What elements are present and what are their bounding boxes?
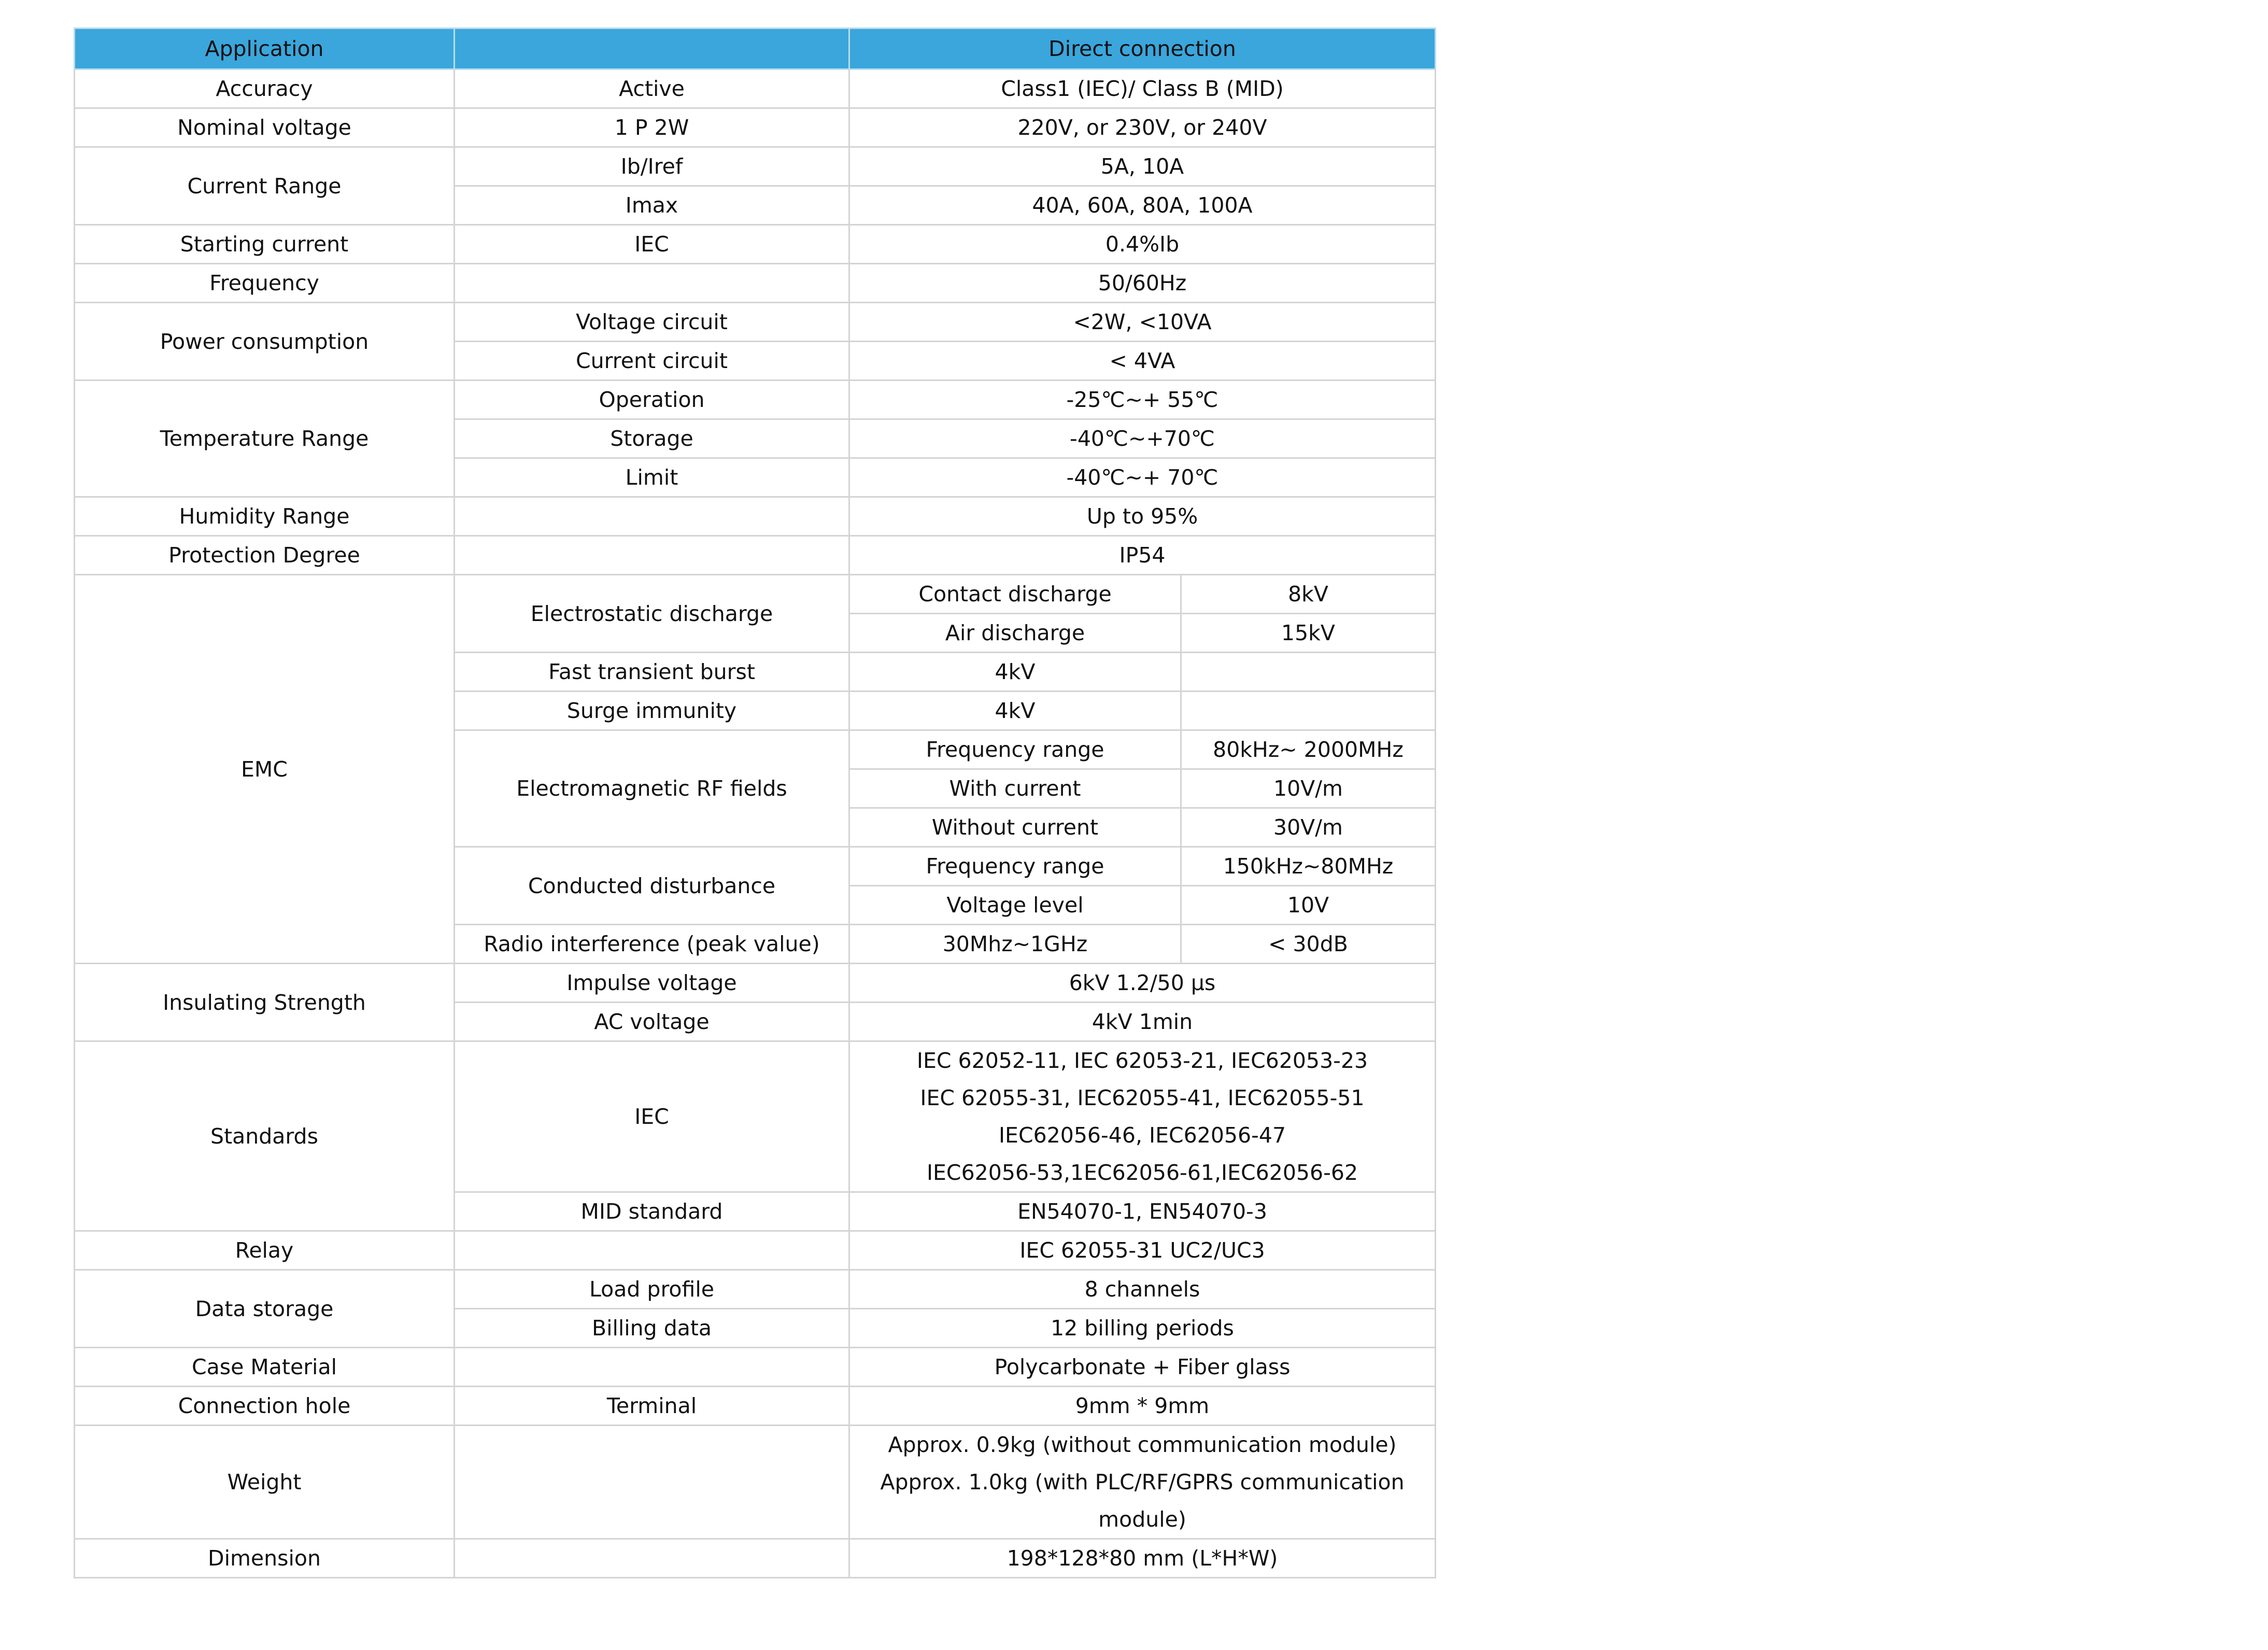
table-row (75, 1231, 1436, 1270)
row-value: <2W, <10VA (849, 303, 1436, 342)
row-param-value: 10V/m (1181, 769, 1436, 808)
row-param: 4kV (849, 653, 1181, 692)
row-sublabel: Impulse voltage (455, 964, 849, 1003)
table-row (75, 69, 1436, 108)
row-value: 5A, 10A (849, 147, 1436, 186)
row-sublabel: MID standard (455, 1192, 849, 1231)
row-param: Contact discharge (849, 575, 1181, 614)
table-row (75, 536, 1436, 575)
row-label: Current Range (75, 147, 455, 225)
row-param-value: 10V (1181, 886, 1436, 925)
row-param-value: 8kV (1181, 575, 1436, 614)
row-sublabel: AC voltage (455, 1003, 849, 1041)
row-sublabel-empty (455, 1348, 849, 1387)
weight-line: Approx. 1.0kg (with PLC/RF/GPRS communication (880, 1470, 1405, 1494)
row-sublabel: Billing data (455, 1309, 849, 1348)
row-value: -25℃~+ 55℃ (849, 380, 1436, 419)
row-value: 6kV 1.2/50 μs (849, 964, 1436, 1003)
header-application: Application (75, 29, 455, 69)
row-value: 0.4%Ib (849, 225, 1436, 264)
row-param: Air discharge (849, 614, 1181, 653)
row-sublabel: IEC (455, 225, 849, 264)
row-label: Standards (75, 1041, 455, 1231)
row-label: Insulating Strength (75, 964, 455, 1041)
header-direct-connection: Direct connection (849, 29, 1436, 69)
row-value: -40℃~+ 70℃ (849, 458, 1436, 497)
standards-iec-line: IEC62056-53,1EC62056-61,IEC62056-62 (926, 1160, 1358, 1185)
row-sublabel-empty (455, 264, 849, 303)
header-row (75, 29, 1436, 69)
row-label: Power consumption (75, 303, 455, 380)
row-sublabel: Current circuit (455, 342, 849, 380)
row-sublabel: Limit (455, 458, 849, 497)
row-label: Frequency (75, 264, 455, 303)
row-label: Relay (75, 1231, 455, 1270)
row-sublabel: Electromagnetic RF fields (455, 730, 849, 847)
row-value: 8 channels (849, 1270, 1436, 1309)
row-param-value: < 30dB (1181, 925, 1436, 964)
row-sublabel: Operation (455, 380, 849, 419)
spec-table (74, 27, 1436, 1578)
row-param-value: 150kHz~80MHz (1181, 847, 1436, 886)
row-sublabel-empty (455, 497, 849, 536)
table-row (75, 303, 1436, 342)
row-sublabel: Active (455, 69, 849, 108)
row-label: Data storage (75, 1270, 455, 1348)
standards-iec-list (849, 1041, 1436, 1192)
row-sublabel: 1 P 2W (455, 108, 849, 147)
weight-line: Approx. 0.9kg (without communication module) (888, 1432, 1397, 1457)
row-label: Nominal voltage (75, 108, 455, 147)
row-sublabel: Terminal (455, 1387, 849, 1426)
table-row (75, 225, 1436, 264)
standards-iec-line: IEC 62055-31, IEC62055-41, IEC62055-51 (920, 1085, 1365, 1110)
row-value: IEC 62055-31 UC2/UC3 (849, 1231, 1436, 1270)
row-value: < 4VA (849, 342, 1436, 380)
row-label: Connection hole (75, 1387, 455, 1426)
row-sublabel: Surge immunity (455, 692, 849, 730)
table-row (75, 1539, 1436, 1578)
row-param: Without current (849, 808, 1181, 847)
row-value: Polycarbonate + Fiber glass (849, 1348, 1436, 1387)
weight-line: module) (1098, 1507, 1186, 1532)
row-param-value-empty (1181, 653, 1436, 692)
row-sublabel-empty (455, 536, 849, 575)
row-label: Dimension (75, 1539, 455, 1578)
row-value: 12 billing periods (849, 1309, 1436, 1348)
row-sublabel: Conducted disturbance (455, 847, 849, 925)
row-label: Humidity Range (75, 497, 455, 536)
row-param: 4kV (849, 692, 1181, 730)
row-label: Case Material (75, 1348, 455, 1387)
row-value: 220V, or 230V, or 240V (849, 108, 1436, 147)
table-row (75, 1348, 1436, 1387)
row-value: 198*128*80 mm (L*H*W) (849, 1539, 1436, 1578)
row-value: 4kV 1min (849, 1003, 1436, 1041)
header-blank (455, 29, 849, 69)
table-row (75, 108, 1436, 147)
row-value: 40A, 60A, 80A, 100A (849, 186, 1436, 225)
row-sublabel-empty (455, 1539, 849, 1578)
standards-iec-line: IEC 62052-11, IEC 62053-21, IEC62053-23 (916, 1048, 1368, 1073)
row-sublabel: IEC (455, 1041, 849, 1192)
table-row (75, 1426, 1436, 1539)
row-label: Temperature Range (75, 380, 455, 497)
row-value: IP54 (849, 536, 1436, 575)
row-value: -40℃~+70℃ (849, 419, 1436, 458)
row-param-value-empty (1181, 692, 1436, 730)
row-sublabel: Imax (455, 186, 849, 225)
row-label: Starting current (75, 225, 455, 264)
row-label: Protection Degree (75, 536, 455, 575)
table-row (75, 1270, 1436, 1309)
row-sublabel: Radio interference (peak value) (455, 925, 849, 964)
row-label: Accuracy (75, 69, 455, 108)
row-param: Voltage level (849, 886, 1181, 925)
row-param: 30Mhz~1GHz (849, 925, 1181, 964)
weight-values (849, 1426, 1436, 1539)
table-row (75, 380, 1436, 419)
row-value: 9mm * 9mm (849, 1387, 1436, 1426)
table-row (75, 964, 1436, 1003)
row-label: EMC (75, 575, 455, 964)
row-sublabel: Electrostatic discharge (455, 575, 849, 653)
table-row (75, 497, 1436, 536)
row-sublabel: Voltage circuit (455, 303, 849, 342)
table-row (75, 147, 1436, 186)
row-param-value: 30V/m (1181, 808, 1436, 847)
row-sublabel: Fast transient burst (455, 653, 849, 692)
row-sublabel: Ib/Iref (455, 147, 849, 186)
row-param: Frequency range (849, 847, 1181, 886)
row-sublabel: Storage (455, 419, 849, 458)
row-label: Weight (75, 1426, 455, 1539)
row-sublabel: Load profile (455, 1270, 849, 1309)
standards-iec-line: IEC62056-46, IEC62056-47 (998, 1123, 1286, 1148)
row-sublabel-empty (455, 1426, 849, 1539)
row-value: Up to 95% (849, 497, 1436, 536)
row-value: Class1 (IEC)/ Class B (MID) (849, 69, 1436, 108)
row-value: 50/60Hz (849, 264, 1436, 303)
table-row (75, 1387, 1436, 1426)
row-param: Frequency range (849, 730, 1181, 769)
row-value: EN54070-1, EN54070-3 (849, 1192, 1436, 1231)
table-row (75, 1041, 1436, 1192)
row-param-value: 80kHz~ 2000MHz (1181, 730, 1436, 769)
row-param: With current (849, 769, 1181, 808)
table-row (75, 264, 1436, 303)
table-row (75, 575, 1436, 614)
row-sublabel-empty (455, 1231, 849, 1270)
row-param-value: 15kV (1181, 614, 1436, 653)
